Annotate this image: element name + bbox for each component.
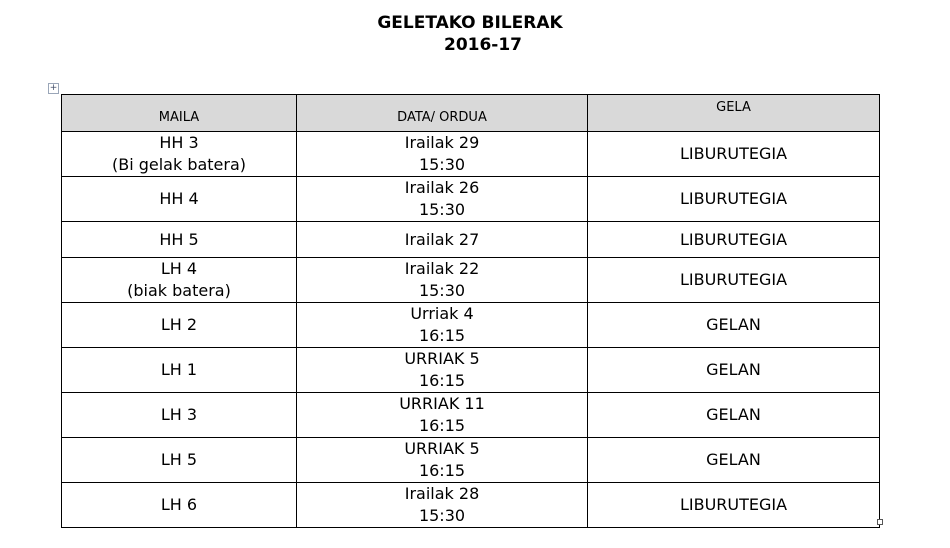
maila-cell: [62, 132, 297, 177]
table-row: [62, 222, 880, 258]
document-title: [0, 12, 940, 56]
data-cell: [297, 258, 588, 303]
table-header-row: [62, 95, 880, 132]
time-text: 15:30: [418, 281, 466, 300]
date-text: Irailak 26: [404, 178, 480, 197]
data-cell: [297, 132, 588, 177]
gela-cell: LIBURUTEGIA: [588, 222, 880, 258]
maila-text: LH 4: [160, 259, 198, 278]
maila-note: (biak batera): [127, 281, 231, 300]
maila-cell: [62, 483, 297, 528]
maila-text: HH 5: [159, 229, 199, 249]
date-text: Irailak 27: [404, 229, 480, 249]
meetings-table: [61, 94, 880, 528]
table-resize-handle[interactable]: [877, 519, 883, 525]
time-text: 15:30: [418, 506, 466, 525]
date-text: Irailak 22: [404, 259, 480, 278]
date-text: Irailak 29: [404, 133, 480, 152]
date-text: Urriak 4: [410, 304, 474, 323]
table-move-handle-icon[interactable]: +: [49, 83, 58, 93]
data-cell: [297, 177, 588, 222]
table-row: [62, 177, 880, 222]
maila-cell: [62, 348, 297, 393]
time-text: 16:15: [418, 461, 466, 480]
gela-cell: LIBURUTEGIA: [588, 483, 880, 528]
maila-text: HH 4: [159, 189, 199, 208]
maila-text: LH 3: [160, 405, 198, 424]
header-maila: MAILA: [62, 95, 297, 132]
date-text: URRIAK 11: [399, 394, 485, 413]
maila-note: (Bi gelak batera): [111, 155, 247, 174]
data-cell: [297, 483, 588, 528]
table-row: [62, 258, 880, 303]
maila-cell: [62, 393, 297, 438]
maila-text: LH 5: [160, 450, 198, 469]
table-row: [62, 483, 880, 528]
header-data-ordua: DATA/ ORDUA: [297, 95, 588, 132]
title-line-1: GELETAKO BILERAK: [377, 13, 563, 33]
table-row: [62, 303, 880, 348]
date-text: Irailak 28: [404, 484, 480, 503]
data-cell: [297, 222, 588, 258]
header-gela: GELA: [588, 95, 880, 132]
gela-cell: GELAN: [588, 303, 880, 348]
maila-text: LH 2: [160, 315, 198, 334]
time-text: 15:30: [418, 155, 466, 174]
time-text: 15:30: [418, 200, 466, 219]
gela-cell: GELAN: [588, 438, 880, 483]
table-row: [62, 438, 880, 483]
time-text: 16:15: [418, 326, 466, 345]
gela-cell: GELAN: [588, 393, 880, 438]
maila-text: LH 1: [160, 360, 198, 379]
data-cell: [297, 393, 588, 438]
maila-cell: [62, 177, 297, 222]
table-row: [62, 393, 880, 438]
maila-cell: [62, 258, 297, 303]
table-row: [62, 348, 880, 393]
gela-cell: GELAN: [588, 348, 880, 393]
gela-cell: LIBURUTEGIA: [588, 132, 880, 177]
data-cell: [297, 438, 588, 483]
maila-cell: [62, 438, 297, 483]
title-line-2: 2016-17: [443, 35, 523, 55]
time-text: 16:15: [418, 416, 466, 435]
maila-cell: [62, 222, 297, 258]
data-cell: [297, 303, 588, 348]
gela-cell: LIBURUTEGIA: [588, 177, 880, 222]
maila-text: HH 3: [159, 133, 199, 152]
table-row: [62, 132, 880, 177]
date-text: URRIAK 5: [404, 349, 480, 368]
data-cell: [297, 348, 588, 393]
maila-text: LH 6: [160, 495, 198, 514]
gela-cell: LIBURUTEGIA: [588, 258, 880, 303]
date-text: URRIAK 5: [404, 439, 480, 458]
time-text: 16:15: [418, 371, 466, 390]
maila-cell: [62, 303, 297, 348]
